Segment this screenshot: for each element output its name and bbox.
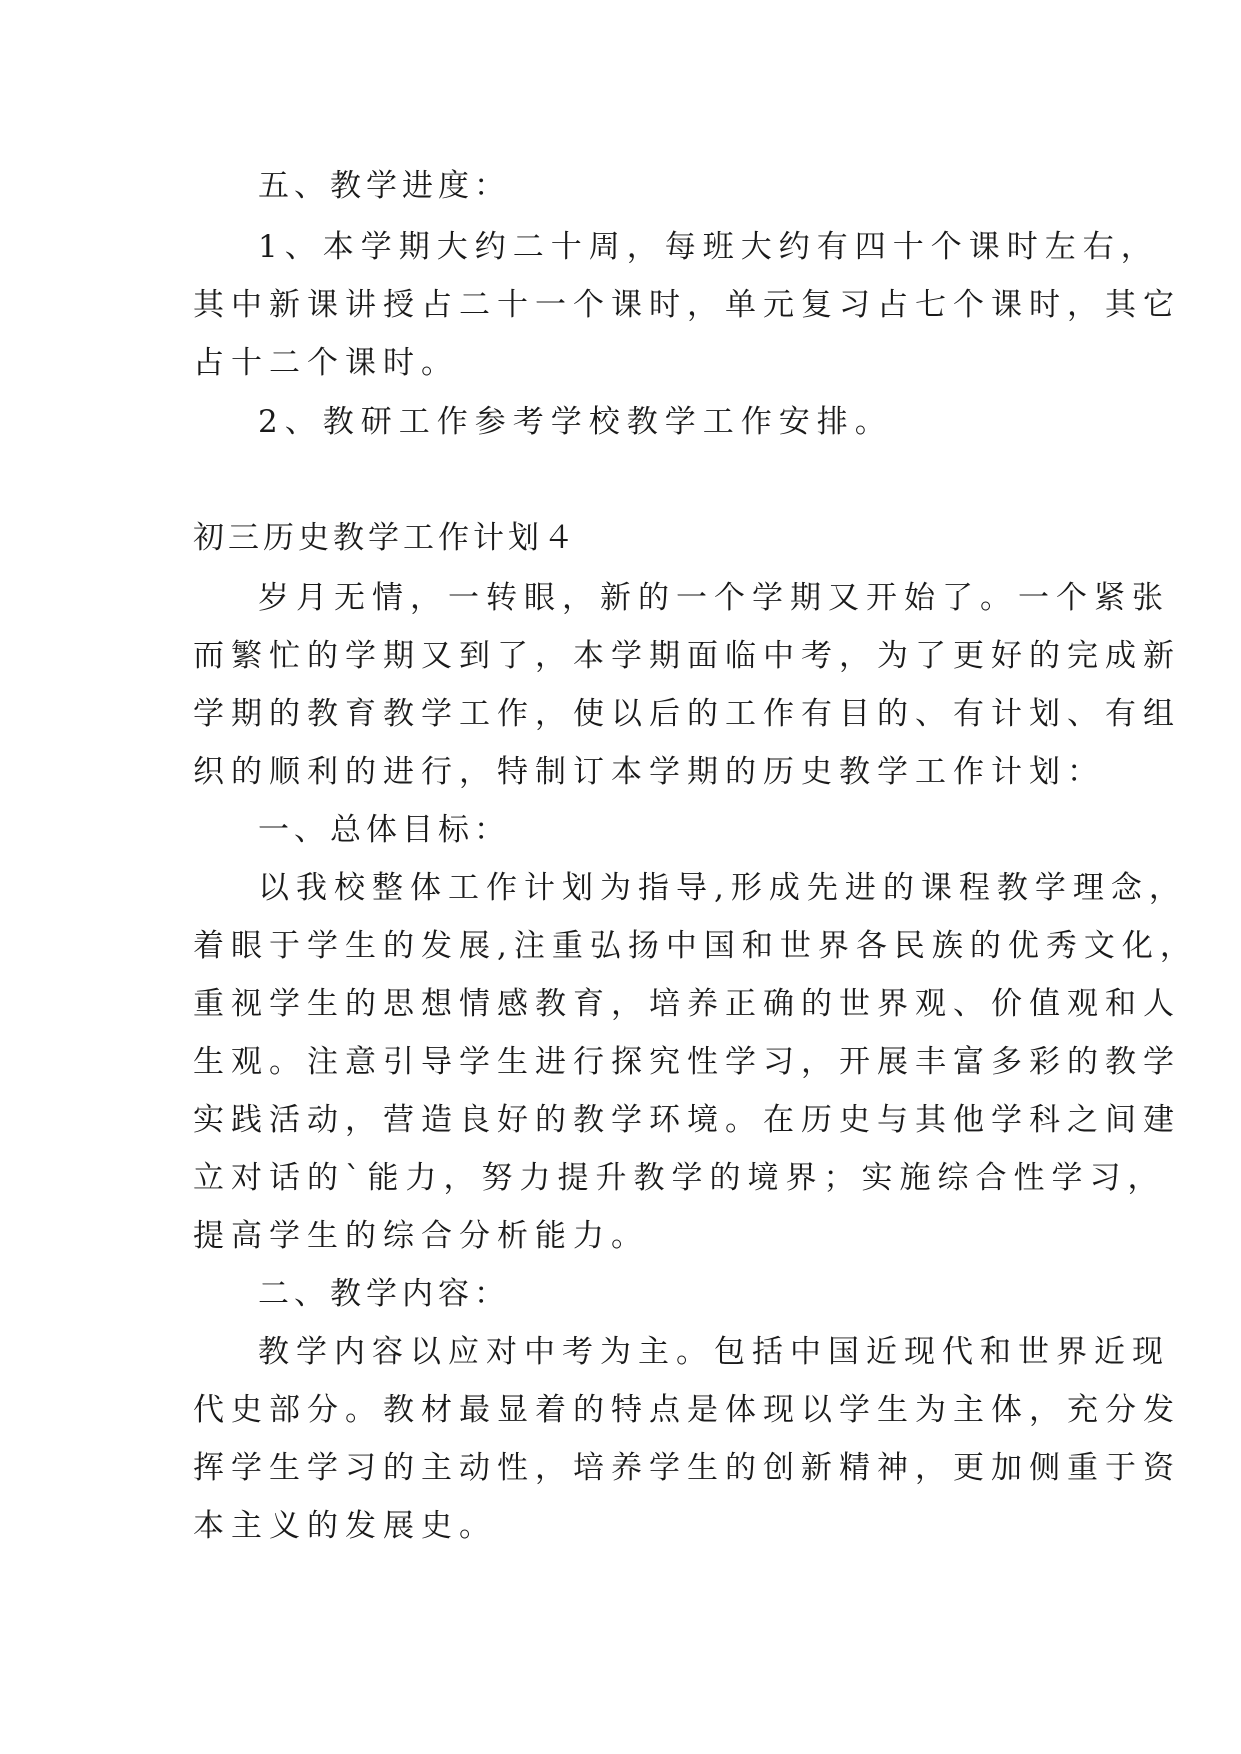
item1-line-3: 占十二个课时。 [193,345,459,381]
goal-line-5: 实践活动，营造良好的教学环境。在历史与其他学科之间建 [193,1102,1181,1138]
goal-line-3: 重视学生的思想情感教育，培养正确的世界观、价值观和人 [193,986,1181,1022]
plan4-title: 初三历史教学工作计划４ [193,520,578,556]
intro-line-4: 织的顺利的进行，特制订本学期的历史教学工作计划： [193,754,1105,790]
item1-line-2: 其中新课讲授占二十一个课时，单元复习占七个课时，其它 [193,287,1181,323]
goal-line-4: 生观。注意引导学生进行探究性学习，开展丰富多彩的教学 [193,1044,1181,1080]
item1-line-1: 1、本学期大约二十周，每班大约有四十个课时左右， [258,229,1159,265]
goal-line-7: 提高学生的综合分析能力。 [193,1218,649,1254]
intro-line-1: 岁月无情，一转眼，新的一个学期又开始了。一个紧张 [258,580,1170,616]
goal-heading: 一、总体目标： [258,812,510,848]
content-heading: 二、教学内容： [258,1276,510,1312]
content-line-4: 本主义的发展史。 [193,1508,497,1544]
goal-line-1: 以我校整体工作计划为指导,形成先进的课程教学理念， [258,870,1187,906]
goal-line-2: 着眼于学生的发展,注重弘扬中国和世界各民族的优秀文化， [193,928,1198,964]
intro-line-2: 而繁忙的学期又到了，本学期面临中考，为了更好的完成新 [193,638,1181,674]
content-line-1: 教学内容以应对中考为主。包括中国近现代和世界近现 [258,1334,1170,1370]
goal-line-6: 立对话的`能力，努力提升教学的境界；实施综合性学习， [193,1160,1166,1196]
content-line-2: 代史部分。教材最显着的特点是体现以学生为主体，充分发 [193,1392,1181,1428]
section-five-heading: 五、教学进度： [258,168,510,204]
item2-line: 2、教研工作参考学校教学工作安排。 [258,404,893,440]
content-line-3: 挥学生学习的主动性，培养学生的创新精神，更加侧重于资 [193,1450,1181,1486]
intro-line-3: 学期的教育教学工作，使以后的工作有目的、有计划、有组 [193,696,1181,732]
